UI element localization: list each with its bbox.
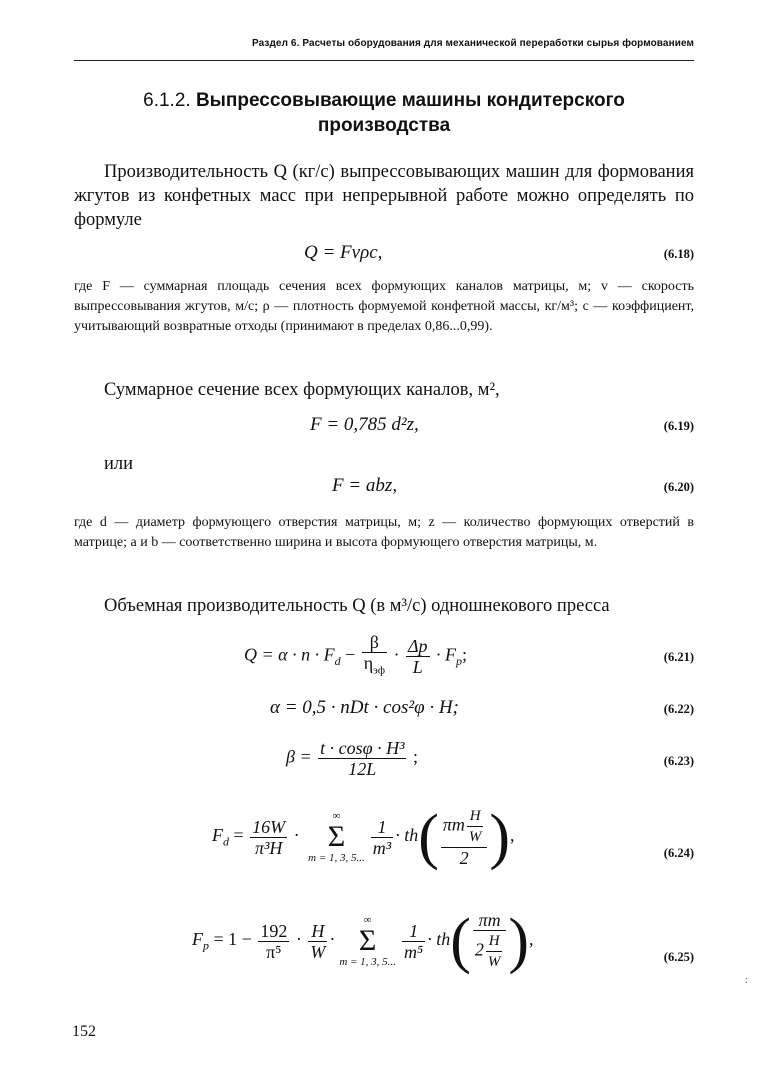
equation-6-23-denominator: 12L <box>348 759 377 779</box>
equation-6-25-inner-den-a: 2 <box>474 939 484 960</box>
equation-6-21-tail: · F <box>436 644 457 665</box>
equation-6-25-f2-num: H <box>308 921 327 942</box>
equation-6-25 <box>74 907 694 990</box>
equation-6-24-left: F <box>212 825 223 846</box>
equation-6-25-inner-h: H <box>486 931 503 952</box>
equation-6-24-right-paren: ) <box>489 803 511 871</box>
section-number: 6.1.2. <box>143 90 191 111</box>
equation-6-20-expr: F = abz, <box>332 475 398 496</box>
section-heading <box>74 88 694 138</box>
equation-6-21-eta: η <box>363 653 374 673</box>
equation-6-24-fraction-2 <box>371 817 393 858</box>
equation-6-19-number: (6.19) <box>663 419 694 433</box>
equation-6-23 <box>74 738 694 790</box>
equation-6-25-left-paren: ( <box>450 907 471 975</box>
equation-6-25-inner-num: πm <box>473 910 507 931</box>
equation-6-22-expr: α = 0,5 · nDt · cos²φ · H; <box>270 697 459 718</box>
equation-6-22-number: (6.22) <box>663 702 694 716</box>
equation-6-24-th: · th <box>395 825 419 846</box>
equation-6-21-minus: − <box>340 644 360 665</box>
or-word: или <box>104 454 134 474</box>
equation-6-21-end: ; <box>462 644 468 665</box>
equation-6-21-eta-sub: эф <box>373 664 385 677</box>
equation-6-24-number: (6.24) <box>663 846 694 860</box>
equation-6-25-left-sub: p <box>203 938 209 953</box>
equation-6-25-inner-w: W <box>487 954 501 970</box>
equation-6-24 <box>74 803 694 886</box>
equation-6-25-eq: = 1 − <box>209 929 257 950</box>
equation-6-24-inner-top: πm <box>442 814 465 835</box>
equation-6-25-f1-num: 192 <box>260 920 288 941</box>
equation-6-24-f1-num: 16W <box>252 816 286 837</box>
equation-6-25-f2-den: W <box>310 941 326 962</box>
equation-6-24-dot: · <box>289 825 305 846</box>
equation-6-24-end: , <box>510 825 515 846</box>
equation-6-24-inner-fraction <box>441 806 488 868</box>
section-title-line2: производства <box>317 115 451 136</box>
equation-6-24-inner-den: 2 <box>459 848 469 868</box>
running-head: Раздел 6. Расчеты оборудования для механической переработки сырья формованием <box>251 38 694 49</box>
equation-6-24-left-paren: ( <box>418 803 439 871</box>
equation-6-24-sum-bottom: m = 1, 3, 5... <box>308 852 365 864</box>
equation-6-21-fraction-dp <box>406 636 430 677</box>
equation-6-24-f2-num: 1 <box>371 817 393 838</box>
equation-6-25-sum-sign: Σ <box>358 924 377 957</box>
equation-6-25-sum-bottom: m = 1, 3, 5... <box>339 956 396 968</box>
equation-6-25-right-paren: ) <box>508 907 530 975</box>
equation-6-24-inner-h: H <box>467 806 484 827</box>
equation-6-25-th: · th <box>427 929 451 950</box>
equation-6-21-fraction-beta <box>362 632 387 681</box>
equation-6-21-dp: Δp <box>407 635 428 656</box>
equation-6-25-inner-hw <box>486 931 503 972</box>
equation-6-20-number: (6.20) <box>663 480 694 494</box>
equation-6-21-L: L <box>412 656 423 677</box>
equation-6-24-sum <box>308 810 365 864</box>
equation-6-25-dot2: · <box>329 929 336 950</box>
equation-6-21-number: (6.21) <box>663 650 694 664</box>
equation-6-24-sum-top: ∞ <box>332 810 341 822</box>
equation-6-19 <box>74 414 694 442</box>
equation-6-24-left-sub: d <box>223 834 229 849</box>
equation-6-21 <box>74 632 694 688</box>
equation-6-25-f3-num: 1 <box>402 921 425 942</box>
equation-6-24-inner-hw <box>467 806 484 847</box>
equation-6-23-number: (6.23) <box>663 754 694 768</box>
equation-6-21-left: Q = α · n · F <box>244 644 335 665</box>
equation-6-25-inner-fraction <box>473 910 507 972</box>
paragraph-total-section: Суммарное сечение всех формующих каналов, м², <box>104 380 500 400</box>
equation-6-24-f1-den: π³H <box>254 837 283 858</box>
equation-6-21-dot: · <box>388 644 404 665</box>
header-rule <box>74 60 694 61</box>
equation-6-25-f3-den: m⁵ <box>403 941 424 962</box>
equation-6-18-number: (6.18) <box>663 247 694 261</box>
equation-6-21-tail-sub: p <box>456 654 463 669</box>
equation-6-23-fraction <box>318 738 406 779</box>
equation-6-18-expr: Q = Fvρc, <box>304 242 383 263</box>
equation-6-25-number: (6.25) <box>663 950 694 964</box>
equation-6-22 <box>74 697 694 725</box>
equation-6-24-eq: = <box>229 825 249 846</box>
paragraph-volumetric: Объемная производительность Q (в м³/с) одношнекового пресса <box>104 596 610 616</box>
section-title-line1: Выпрессовывающие машины кондитерского <box>195 90 625 111</box>
equation-6-24-inner-w: W <box>468 829 482 845</box>
equation-6-24-fraction-1 <box>250 817 287 858</box>
equation-6-25-end: , <box>529 929 534 950</box>
equation-6-20 <box>74 475 694 503</box>
scan-edge-mark: : <box>745 975 748 986</box>
equation-6-21-beta: β <box>362 632 387 653</box>
equation-6-23-left: β = <box>286 746 312 767</box>
equation-6-25-left: F <box>192 929 203 950</box>
equation-6-25-sum-top: ∞ <box>363 914 372 926</box>
paragraph-definitions-2: где d — диаметр формующего отверстия матрицы, м; z — количество формующих отверстий в матрице; a и b — соответственно ширина и высота формующего отверстия матрицы, м. <box>74 515 694 550</box>
equation-6-25-fraction-1 <box>258 921 289 962</box>
equation-6-25-sum <box>339 914 396 968</box>
equation-6-19-expr: F = 0,785 d²z, <box>310 414 419 435</box>
equation-6-25-dot1: · <box>291 929 307 950</box>
equation-6-23-end: ; <box>412 746 418 767</box>
paragraph-intro: Производительность Q (кг/с) выпрессовывающих машин для формования жгутов из конфетных масс при непрерывной работе можно определять по формуле <box>74 162 694 230</box>
equation-6-25-fraction-2 <box>308 921 327 962</box>
equation-6-25-fraction-3 <box>402 921 425 962</box>
equation-6-23-numerator: t · cosφ · H³ <box>320 738 405 758</box>
equation-6-25-f1-den: π⁵ <box>266 941 282 962</box>
equation-6-24-f2-den: m³ <box>372 837 392 858</box>
equation-6-24-sum-sign: Σ <box>327 820 346 853</box>
paragraph-definitions-1: где F — суммарная площадь сечения всех формующих каналов матрицы, м; v — скорость выпрессовывания жгутов, м/с; ρ — плотность формуемой конфетной массы, кг/м³; с — коэффициент, учитывающий возвратные отходы (принимают в пределах 0,86...0,99). <box>74 279 694 334</box>
equation-6-21-left-sub: d <box>334 654 341 669</box>
page-number: 152 <box>72 1023 96 1040</box>
equation-6-18 <box>74 242 694 270</box>
